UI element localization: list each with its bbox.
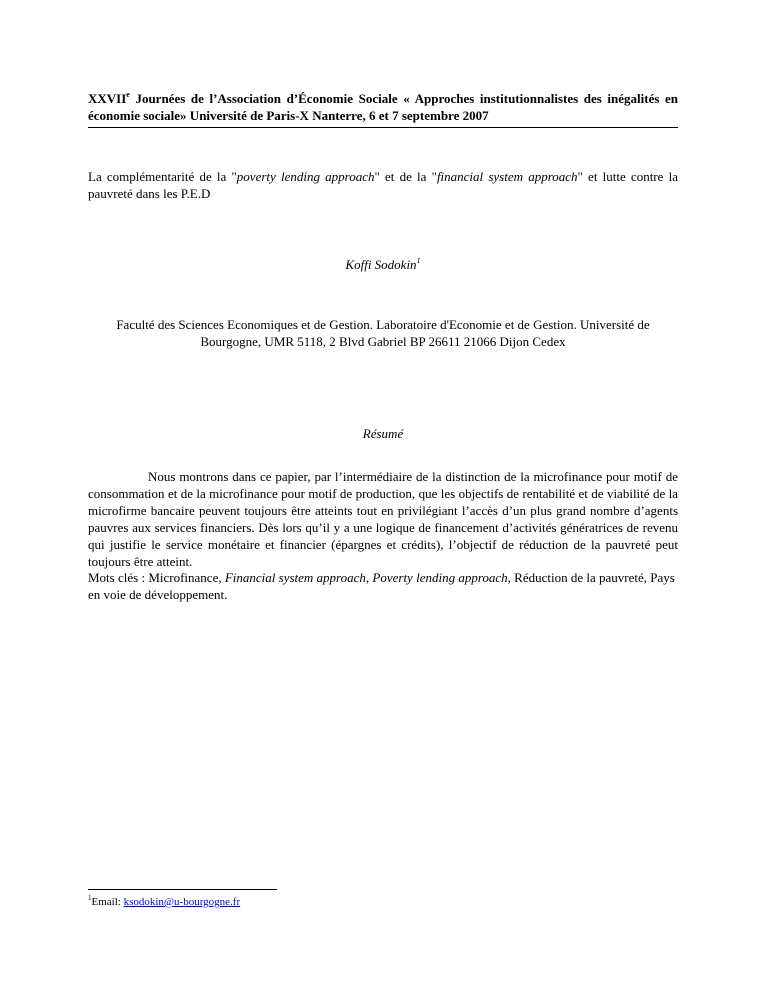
keyword-3: Poverty lending approach bbox=[372, 570, 508, 585]
footnote-divider bbox=[88, 889, 277, 890]
abstract-heading: Résumé bbox=[362, 426, 404, 441]
keyword-separator: , bbox=[365, 570, 373, 585]
keywords bbox=[88, 569, 678, 603]
email-link[interactable]: ksodokin@u-bourgogne.fr bbox=[123, 896, 241, 908]
title-text-2: " et de la " bbox=[374, 169, 437, 184]
author-footnote-mark: 1 bbox=[416, 256, 421, 265]
abstract-body: Nous montrons dans ce papier, par l’intermédiaire de la distinction de la microfinance pour motif de consommation et de la microfinance pour motif de production, que les objectifs de rentabilité et de viabilité de la microfirme bancaire peuvent toujours être atteints tout en privilégiant l’accès d’un plus grand nombre d’agents pauvres aux services financiers. Dès lors qu’il y a une logique de financement d’activités génératrices de revenu qui justifie le service monétaire et financier (épargnes et crédits), l’objectif de réduction de la pauvreté peut toujours être atteint. bbox=[88, 469, 678, 569]
title-text-3: " et lutte contre la pauvreté dans les P.E.D bbox=[88, 169, 678, 201]
author-name: Koffi Sodokin bbox=[345, 257, 417, 272]
keywords-label: Mots clés : bbox=[88, 570, 149, 585]
title-italic-2: financial system approach bbox=[436, 169, 578, 184]
conference-header bbox=[88, 90, 678, 124]
keyword-1: Microfinance, bbox=[148, 570, 225, 585]
footnote-label: Email: bbox=[91, 896, 124, 908]
author-line bbox=[88, 256, 678, 273]
conference-number: XXVII bbox=[88, 91, 127, 106]
paper-title bbox=[88, 168, 678, 202]
footnote bbox=[88, 895, 678, 909]
conference-header-text: Journées de l’Association d’Économie Sociale « Approches institutionnalistes des inégalités en économie sociale» Université de Paris-X Nanterre, 6 et 7 septembre 2007 bbox=[88, 91, 678, 123]
ordinal-superscript: e bbox=[126, 90, 130, 99]
keywords-rest: , Réduction de la pauvreté, Pays en voie de développement. bbox=[88, 570, 675, 602]
title-text-1: La complémentarité de la " bbox=[88, 169, 237, 184]
footnote-mark: 1 bbox=[88, 894, 92, 902]
header-divider bbox=[88, 127, 678, 128]
title-italic-1: poverty lending approach bbox=[236, 169, 375, 184]
keyword-2: Financial system approach bbox=[224, 570, 366, 585]
author-affiliation: Faculté des Sciences Economiques et de Gestion. Laboratoire d'Economie et de Gestion. Université de Bourgogne, UMR 5118, 2 Blvd Gabriel BP 26611 21066 Dijon Cedex bbox=[116, 317, 650, 349]
